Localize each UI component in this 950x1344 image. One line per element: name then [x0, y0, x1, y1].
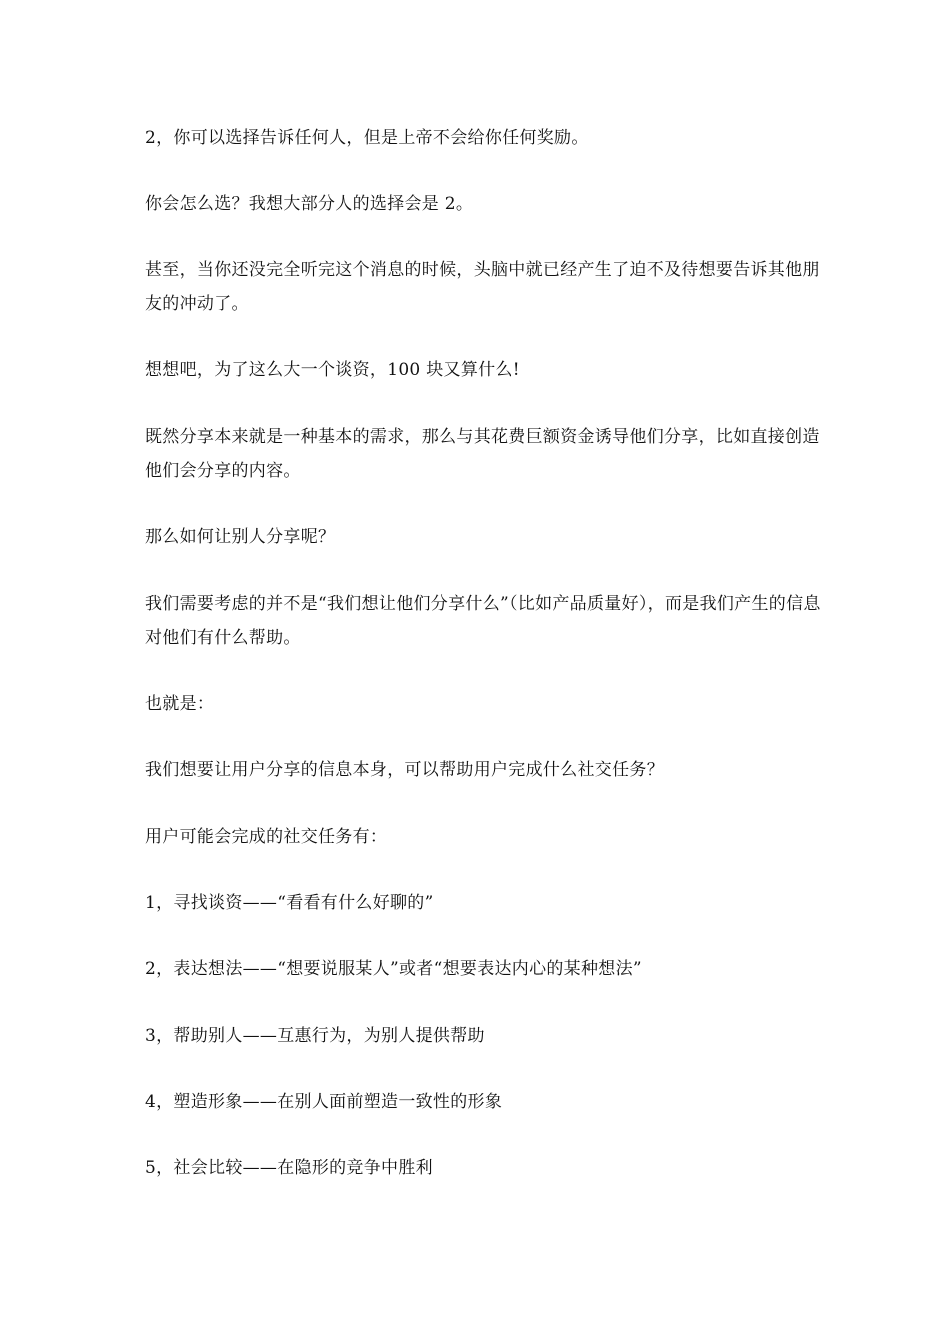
paragraph-social-task-question: 我们想要让用户分享的信息本身，可以帮助用户完成什么社交任务？ [145, 760, 664, 780]
list-item-3: 3，帮助别人——互惠行为，为别人提供帮助 [145, 1026, 485, 1046]
paragraph-social-tasks-intro: 用户可能会完成的社交任务有： [145, 827, 388, 847]
list-item-5: 5，社会比较——在隐形的竞争中胜利 [145, 1158, 433, 1178]
paragraph-how-to-share: 那么如何让别人分享呢？ [145, 527, 336, 547]
paragraph-option-2: 2，你可以选择告诉任何人，但是上帝不会给你任何奖励。 [145, 128, 589, 148]
list-item-2: 2，表达想法——“想要说服某人”或者“想要表达内心的某种想法” [145, 959, 642, 979]
list-item-1: 1，寻找谈资——“看看有什么好聊的” [145, 893, 434, 913]
paragraph-impulse: 甚至，当你还没完全听完这个消息的时候，头脑中就已经产生了迫不及待想要告诉其他朋友的冲动了。 [145, 260, 820, 314]
list-item-4: 4，塑造形象——在别人面前塑造一致性的形象 [145, 1092, 503, 1112]
paragraph-that-is: 也就是： [145, 694, 215, 714]
paragraph-question: 你会怎么选？我想大部分人的选择会是 2。 [145, 194, 474, 214]
paragraph-price: 想想吧，为了这么大一个谈资，100 块又算什么! [145, 360, 520, 380]
paragraph-sharing-need: 既然分享本来就是一种基本的需求，那么与其花费巨额资金诱导他们分享，比如直接创造他们会分享的内容。 [145, 427, 820, 481]
paragraph-consider: 我们需要考虑的并不是“我们想让他们分享什么”（比如产品质量好），而是我们产生的信息对他们有什么帮助。 [145, 594, 821, 648]
